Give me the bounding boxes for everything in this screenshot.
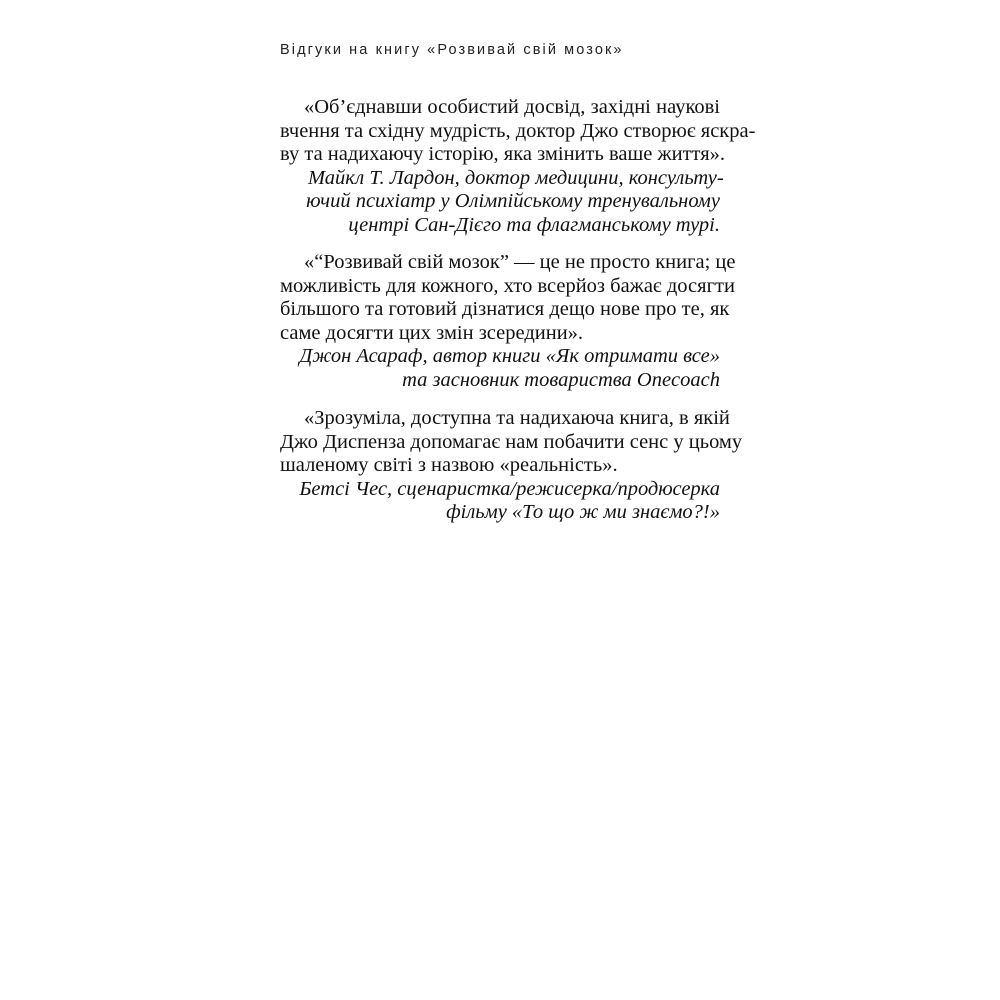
quote-line: більшого та готовий дізнатися дещо нове про те, як: [280, 298, 730, 320]
review-attribution: [280, 478, 720, 525]
review-attribution: [280, 345, 720, 392]
quote-line: Джо Диспенза допомагає нам побачити сенс у цьому: [280, 430, 743, 453]
attribution-line: та засновник товариства Onecoach: [402, 368, 720, 391]
quote-line: «“Розвивай свій мозок” — це не просто книга; це: [304, 251, 736, 273]
review-1: [280, 96, 756, 237]
attribution-line: фільму «То що ж ми знаємо?!»: [446, 501, 720, 523]
attribution-line: Джон Асараф, автор книги «Як отримати все»: [299, 345, 720, 367]
review-3: [280, 407, 743, 525]
review-quote: [280, 407, 743, 478]
review-2: [280, 251, 736, 392]
review-quote: [280, 251, 736, 345]
quote-line: можливість для кожного, хто всерйоз бажає досягти: [280, 274, 735, 297]
attribution-line: центрі Сан-Дієго та флагманському турі.: [348, 213, 720, 236]
quote-line: саме досягти цих змін зсередини».: [280, 321, 584, 344]
quote-line: шаленому світі з назвою «реальність».: [280, 454, 618, 476]
running-head: Відгуки на книгу «Розвивай свій мозок»: [280, 42, 624, 58]
quote-line: вчення та східну мудрість, доктор Джо створює яскра-: [280, 119, 756, 142]
attribution-line: ючий психіатр у Олімпійському тренувальному: [306, 190, 720, 212]
quote-line: «Зрозуміла, доступна та надихаюча книга, в якій: [304, 407, 730, 429]
attribution-line: Майкл Т. Лардон, доктор медицини, консульту-: [308, 166, 724, 189]
attribution-line: Бетсі Чес, сценаристка/режисерка/продюсерка: [299, 477, 720, 500]
quote-line: ву та надихаючу історію, яка змінить ваше життя».: [280, 143, 726, 165]
review-attribution: [280, 166, 724, 238]
quote-line: «Об’єднавши особистий досвід, західні наукові: [304, 96, 720, 118]
review-quote: [280, 96, 756, 167]
